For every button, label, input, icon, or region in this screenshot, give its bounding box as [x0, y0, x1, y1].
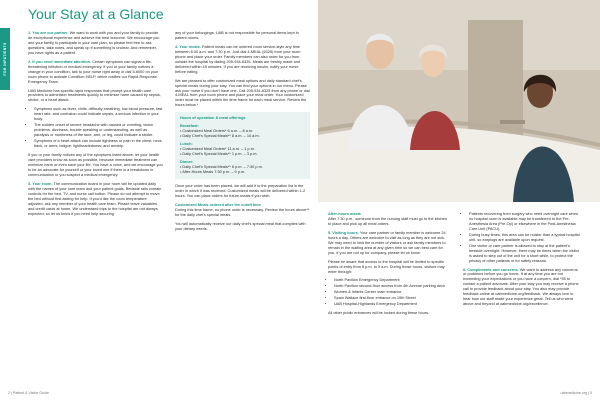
item-text: Your care partner or family member is welcome 24 hours a day. Others are welcome to visit as long as they are not sick. We may need to limit the number of visitors or ask family members to remain in the waiting area at any given time so we can best care for you. If you are not up for company, please let us know.: [328, 230, 446, 255]
item-number: 1.: [28, 31, 32, 35]
overnight-list: [463, 212, 580, 264]
item-attention: [28, 60, 163, 85]
side-tab-label: FOR INPATIENTS: [3, 42, 7, 76]
list-item: • UAB Hospital-Highlands Emergency Department: [334, 302, 450, 307]
item-text: Patient meals can be ordered room service-style any time between 6:30 a.m. and 7:30 p.m. Just dial 4-MEAL (6325) from your room phone and place your order. Family members can also order for you from outside the hospital by dialing 205-934-6325. Meals are freshly made and delivered within 45 minutes. If you are receiving insulin, notify your nurse before eating.: [175, 44, 301, 74]
list-item: • Spain Wallace first-floor entrance on 19th Street: [334, 296, 450, 301]
item-text: We want to work with you and your family to provide an exceptional experience and achieve the best outcome. We encourage you and your family to participate in your care plan, so please feel free to ask questions, take notes, and speak up if something is unclear. And remember, you have rights as a patient.: [28, 31, 160, 55]
paragraph: any of your belongings. UAB is not responsible for personal items kept in patient rooms.: [175, 31, 299, 40]
item-number: 3.: [28, 181, 32, 186]
item-partner: [28, 31, 163, 56]
paragraph: UAB Medicine has specific rapid responses that prompt your health care providers to administer treatments quickly to minimize harm caused by sepsis, stroke, or a heart attack.: [28, 88, 161, 103]
paragraph: Once your order has been placed, we will add it to the preparation list in the order in which it was received. Customized meals will be delivered within 1-2 hours. You can place orders for future meals if you wish.: [175, 183, 306, 198]
box-title: Hours of operation & meal offerings: [180, 116, 246, 121]
column-4: [463, 212, 580, 311]
meal-hours-box: [175, 112, 310, 179]
list-item: • Women & Infants Center main entrance: [334, 290, 450, 295]
item-lead: Your room.: [32, 181, 53, 186]
item-lead: If you need immediate attention.: [32, 59, 92, 64]
breakfast-heading: Breakfast:: [180, 124, 199, 129]
list-item: • Symptoms such as fever, chills, difficulty breathing, low blood pressure, fast heart rate, and confusion could indicate sepsis, a serious infection in your body.: [34, 107, 163, 122]
paragraph: If you or your family notices any of the symptoms listed above, let your health care providers know as soon as possible, because immediate treatment can minimize harm or even save your life. You have a voice, and we encourage you to be an advocate for yourself or your loved one if there is a breakdown in communication or you suspect a medical emergency.: [28, 153, 163, 177]
item-lead: Compliments and concerns.: [467, 267, 519, 272]
hospital-staff-photo: [318, 0, 600, 202]
symptom-list: [28, 107, 163, 149]
list-item: • After-Hours Meals 7:30 p.m. – 9 p.m.: [180, 169, 246, 174]
after-hours-heading: After-hours meals: [328, 212, 361, 216]
item-number: 6.: [463, 267, 467, 272]
item-lead: Visiting hours.: [332, 230, 359, 235]
cutoff-heading: Customized Meals ordered after the cutoff time: [175, 202, 261, 207]
item-visiting: [328, 231, 450, 256]
list-item: • Symptoms of a heart attack can include tightness or pain in the chest, neck, back, or arms; fatigue; lightheadedness; and anxiety.: [34, 139, 163, 149]
item-number: 5.: [328, 230, 332, 235]
list-item: • Customized Meal Orders* 11 a.m. – 1 p.m.: [180, 147, 255, 152]
paragraph: After 7:30 p.m., someone from the nursing staff must go to the kitchen to place and pick up all meal orders.: [328, 216, 447, 226]
list-item: • The sudden onset of severe headache with nausea or vomiting, vision problems, dizziness, trouble speaking or understanding, as well as paralysis or numbness of the face, arm, or leg, could indicate a stroke.: [34, 123, 163, 138]
paragraph: We are pleased to offer customized meal options and daily standard chef's special meals during your stay. You can find your options in our menu. Please ask your nurse if you don't have one. Call 205-934-6325 from any phone or dial 4-MEAL from your room phone and place your meal order. Your customized order must be placed within the time frame for each meal service. Review the hours below.*: [175, 78, 310, 108]
paragraph: Please be aware that access to the hospital will be limited to specific points of entry from 8 p.m. to 5 a.m. During those hours, visitors may enter through:: [328, 259, 445, 274]
list-item: • North Pavilion Emergency Department: [334, 278, 450, 283]
item-lead: Your meals.: [179, 44, 201, 49]
item-number: 4.: [175, 44, 179, 49]
item-lead: You are our partner.: [32, 31, 69, 35]
lunch-heading: Lunch:: [180, 142, 193, 147]
paragraph: During this time frame, no phone order is necessary. Review the hours above** for the daily chef's special meals.: [175, 207, 310, 217]
list-item: • Daily Chef's Special Meals** 8 a.m. – 10 a.m.: [180, 134, 260, 139]
list-item: • One visitor or care partner is allowed to stay at the patient's bedside overnight. However, there may be times when the visitor is asked to step out of the unit for a short while, to protect the privacy of other patients or for safety reasons.: [469, 244, 580, 264]
dinner-heading: Dinner:: [180, 160, 194, 165]
paragraph: All other public entrances will be locked during these hours.: [328, 311, 430, 316]
list-item: • North Pavilion second-floor access from 4th Avenue parking deck: [334, 284, 450, 289]
item-text: Certain symptoms can signal a life-threatening infection or medical emergency. If you or your family notices a change in your condition, talk to your nurse right away or dial 5-6000 on your room phone to activate Condition-HELP, which notifies our Rapid-Response Emergency Team.: [28, 59, 159, 84]
section-side-tab-left: [0, 28, 10, 90]
column-2: [175, 31, 310, 236]
paragraph: You will automatically receive our daily chef's special meal that complies with your dietary needs.: [175, 221, 306, 231]
item-text: The communication board in your room will be updated daily with the names of your care team and your patient goals. Bedside rails contain controls for the bed, TV, and nurse call button. Please do not attempt to move the bed without first asking for help. If you'd like the room temperature adjusted, ask any member of your health care team. Please leave valuables and credit cards at home. We understand trips to the hospital are not always expected, so let us know if you need help securing: [28, 181, 162, 216]
list-item: • Daily Chef's Special Meals** 6 p.m. – 7:30 p.m.: [180, 164, 263, 169]
footer-left: 2 | Patient & Visitor Guide: [8, 391, 50, 395]
item-text: We want to address any concerns or problems before you go home. If at any time you are not exceeding your expectations or you have a concern, dial *55 to contact a patient advocate. After your stay you may receive a phone call to provide feedback about your stay. You also may provide feedback online at uabmedicine.org/feedback. We always love to hear how our staff made your experience great. Tell us who went above and beyond at uabmedicine.org/excellence.: [463, 267, 579, 307]
item-number: 2.: [28, 59, 32, 64]
footer-right: uabmedicine.org | 3: [560, 391, 592, 395]
item-meals: [175, 45, 310, 75]
list-item: • Customized Meal Orders* 6 a.m. – 8 a.m.: [180, 129, 254, 134]
page-title: Your Stay at a Glance: [28, 6, 164, 22]
column-3: [328, 212, 450, 320]
item-room: [28, 182, 163, 217]
column-1: [28, 31, 163, 220]
item-compliments: [463, 268, 580, 308]
list-item: • During busy times, this area can be noisier than a typical hospital unit, so earplugs are available upon request.: [469, 233, 580, 243]
list-item: • Patients recovering from surgery who need overnight care when no hospital room is available may be transferred to the Pre-Anesthesia Area (Pre-Op) or elsewhere in the Post-Anesthesia Care Unit (PACU).: [469, 212, 580, 232]
list-item: • Daily Chef's Special Meals** 1 p.m. – 3 p.m.: [180, 152, 258, 157]
entry-list: [328, 278, 450, 307]
